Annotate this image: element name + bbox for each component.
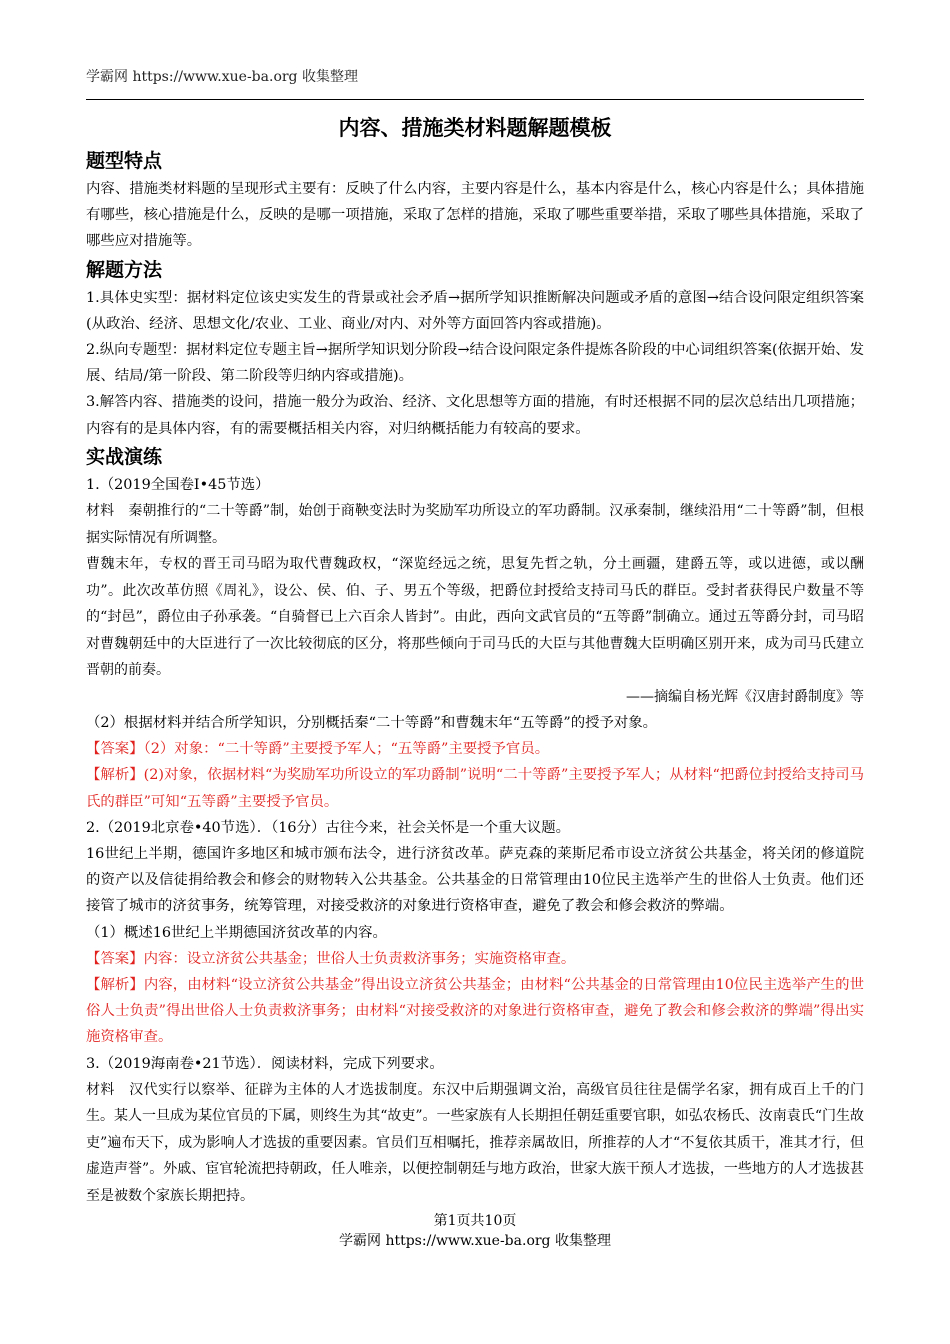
page-number: 第1页共10页	[433, 1213, 517, 1229]
question-1-answer: 【答案】（2）对象：“二十等爵”主要授予军人；“五等爵”主要授予官员。	[86, 741, 550, 758]
document-body	[86, 110, 864, 1209]
section-heading-features: 题型特点	[86, 150, 163, 172]
question-2-answer: 【答案】内容：设立济贫公共基金；世俗人士负责救济事务；实施资格审查。	[86, 950, 576, 967]
question-1-analysis: 【解析】(2)对象，依据材料“为奖励军功所设立的军功爵制”说明“二十等爵”主要授予军人；从材料“把爵位封授给支持司马氏的群臣”可知“五等爵”主要授予官员。	[86, 767, 864, 810]
question-3-source: 3.（2019海南卷•21节选）．阅读材料，完成下列要求。	[86, 1055, 444, 1072]
question-2-material: 16世纪上半期，德国许多地区和城市颁布法令，进行济贫改革。萨克森的莱斯尼希市设立济贫公共基金，将关闭的修道院的资产以及信徒捐给教会和修会的财物转入公共基金。公共基金的日常管理由10位民主选举产生的世俗人士负责。他们还接管了城市的济贫事务，统筹管理，对接受救济的对象进行资格审查，避免了教会和修会救济的弊端。	[86, 846, 864, 915]
question-3-material: 材料 汉代实行以察举、征辟为主体的人才选拔制度。东汉中后期强调文治，高级官员往往是儒学名家，拥有成百上千的门生。某人一旦成为某位官员的下属，则终生为其“故吏”。一些家族有人长期担任朝廷重要官职，如弘农杨氏、汝南袁氏“门生故吏”遍布天下，成为影响人才选拔的重要因素。官员们互相嘱托，推荐亲属故旧，所推荐的人才“不复依其质干，准其才行，但虚造声誉”。外戚、宦官轮流把持朝政，任人唯亲，以便控制朝廷与地方政治，世家大族干预人才选拔，一些地方的人才选拔甚至是被数个家族长期把持。	[86, 1081, 864, 1204]
page-header: 学霸网 https://www.xue-ba.org 收集整理	[86, 69, 358, 85]
question-2-source: 2.（2019北京卷•40节选）．（16分）古往今来，社会关怀是一个重大议题。	[86, 819, 571, 836]
question-1-material: 材料 秦朝推行的“二十等爵”制，始创于商鞅变法时为奖励军功所设立的军功爵制。汉承秦制，继续沿用“二十等爵”制，但根据实际情况有所调整。	[86, 503, 864, 546]
section-heading-methods: 解题方法	[86, 258, 163, 281]
method-item: 3.解答内容、措施类的设问，措施一般分为政治、经济、文化思想等方面的措施，有时还根据不同的层次总结出几项措施；内容有的是具体内容，有的需要概括相关内容，对归纳概括能力有较高的要求。	[86, 394, 864, 437]
question-2-analysis: 【解析】内容，由材料“设立济贫公共基金”得出设立济贫公共基金；由材料“公共基金的日常管理由10位民主选举产生的世俗人士负责”得出世俗人士负责救济事务；由材料“对接受救济的对象进行资格审查，避免了教会和修会救济的弊端”得出实施资格审查。	[86, 977, 864, 1046]
method-item: 1.具体史实型：据材料定位该史实发生的背景或社会矛盾→据所学知识推断解决问题或矛盾的意图→结合设问限定组织答案(从政治、经济、思想文化/农业、工业、商业/对内、对外等方面回答内容或措施)。	[86, 289, 864, 332]
question-1-source: 1.（2019全国卷Ⅰ•45节选）	[86, 476, 270, 493]
features-paragraph: 内容、措施类材料题的呈现形式主要有：反映了什么内容，主要内容是什么，基本内容是什么，核心内容是什么；具体措施有哪些，核心措施是什么，反映的是哪一项措施，采取了怎样的措施，采取了哪些重要举措，采取了哪些具体措施，采取了哪些应对措施等。	[86, 181, 864, 250]
document-title: 内容、措施类材料题解题模板	[338, 116, 612, 140]
question-2-prompt: （1）概述16世纪上半期德国济贫改革的内容。	[86, 924, 387, 941]
question-1-citation: ——摘编自杨光辉《汉唐封爵制度》等	[626, 688, 864, 705]
header-divider	[86, 99, 864, 100]
page-footer: 学霸网 https://www.xue-ba.org 收集整理	[339, 1233, 611, 1249]
question-1-material: 曹魏末年，专权的晋王司马昭为取代曹魏政权，“深览经远之统，思复先哲之轨，分土画疆，建爵五等，或以进德，或以酬功”。此次改革仿照《周礼》，设公、侯、伯、子、男五个等级，把爵位封授给支持司马氏的群臣。受封者获得民户数量不等的“封邑”，爵位由子孙承袭。“自骑督已上六百余人皆封”。由此，西向文武官员的“五等爵”制确立。通过五等爵分封，司马昭对曹魏朝廷中的大臣进行了一次比较彻底的区分，将那些倾向于司马氏的大臣与其他曹魏大臣明确区别开来，成为司马氏建立晋朝的前奏。	[86, 556, 864, 679]
question-1-prompt: （2）根据材料并结合所学知识，分别概括秦“二十等爵”和曹魏末年“五等爵”的授予对象。	[86, 715, 658, 732]
section-heading-practice: 实战演练	[86, 445, 163, 468]
method-item: 2.纵向专题型：据材料定位专题主旨→据所学知识划分阶段→结合设问限定条件提炼各阶段的中心词组织答案(依据开始、发展、结局/第一阶段、第二阶段等归纳内容或措施)。	[86, 342, 864, 385]
